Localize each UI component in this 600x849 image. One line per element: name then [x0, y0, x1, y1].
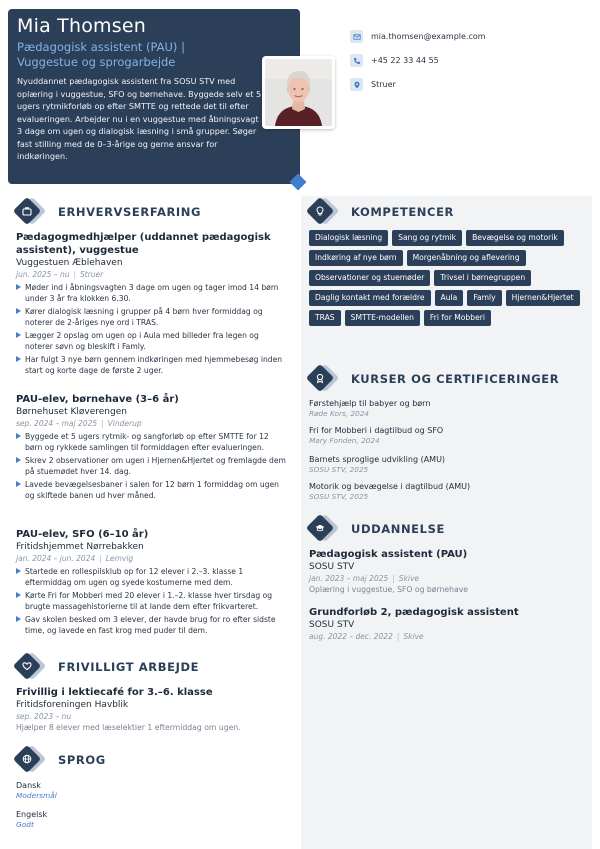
section-title-courses: KURSER OG CERTIFICERINGER	[351, 372, 560, 386]
section-heading-languages	[16, 746, 106, 774]
language-level: Modersmål	[16, 791, 57, 800]
section-title-education: UDDANNELSE	[351, 522, 445, 536]
job-place: Vinderup	[107, 419, 142, 428]
job-bullet: Skrev 2 observationer om ugen i Hjernen&Hjertet og fremlagde dem på stuemødet hver 14. dag.	[16, 455, 288, 477]
job-bullets	[16, 566, 288, 636]
course-entry	[309, 454, 579, 475]
graduation-cap-icon	[309, 515, 335, 543]
section-title-experience: ERHVERVSERFARING	[58, 205, 202, 219]
education-dates: aug. 2022 – dec. 2022	[309, 632, 393, 641]
volunteer-description: Hjælper 8 elever med læselektier 1 eftermiddag om ugen.	[16, 723, 241, 732]
education-meta: aug. 2022 – dec. 2022 | Skive	[309, 632, 424, 641]
language-name: Engelsk	[16, 810, 48, 819]
job-title: PAU-elev, børnehave (3–6 år)	[16, 394, 179, 405]
skill-chip: Daglig kontakt med forældre	[309, 290, 431, 306]
job-entry	[16, 393, 288, 503]
skill-chip: Morgenåbning og aflevering	[407, 250, 526, 266]
job-employer: Vuggestuen Æblehaven	[16, 258, 123, 268]
section-heading-education	[309, 515, 445, 543]
skill-chip: Trivsel i børnegruppen	[434, 270, 531, 286]
phone-icon	[350, 54, 363, 67]
job-bullet: Lavede bevægelsesbaner i salen for 12 børn 1 formiddag om ugen og skiftede banen ud hver måned.	[16, 479, 288, 501]
job-bullet: Møder ind i åbningsvagten 3 dage om ugen og tager imod 14 børn under 3 år fra klokken 6.30.	[16, 282, 288, 304]
job-title: PAU-elev, SFO (6–10 år)	[16, 529, 149, 540]
section-heading-skills	[309, 198, 454, 226]
skill-chip: Indkøring af nye børn	[309, 250, 403, 266]
skill-chip: Bevægelse og motorik	[466, 230, 564, 246]
job-bullet: Lægger 2 opslag om ugen op i Aula med billeder fra legen og noterer søvn og bleskift i Famly.	[16, 330, 288, 352]
education-dates: jan. 2023 – maj 2025	[309, 574, 389, 583]
job-bullet: Startede en rollespilsklub op for 12 elever i 2.–3. klasse 1 eftermiddag om ugen og syede kostumerne med dem.	[16, 566, 288, 588]
skill-chip: Observationer og stuemøder	[309, 270, 430, 286]
job-bullet: Gav skolen besked om 3 elever, der havde brug for ro efter sidste time, og lavede en fast krog med puder til dem.	[16, 614, 288, 636]
school-name: SOSU STV	[309, 562, 355, 572]
candidate-name: Mia Thomsen	[17, 15, 146, 37]
section-title-volunteer: FRIVILLIGT ARBEJDE	[58, 660, 200, 674]
job-employer: Fritidshjemmet Nørrebakken	[16, 542, 144, 552]
degree-title: Grundforløb 2, pædagogisk assistent	[309, 607, 519, 618]
volunteer-entry	[16, 686, 288, 733]
header-panel	[8, 9, 300, 184]
job-bullets	[16, 431, 288, 501]
skill-chip: Sang og rytmik	[392, 230, 462, 246]
job-entry	[16, 231, 288, 378]
skill-chip: Fri for Mobberi	[424, 310, 491, 326]
job-dates: sep. 2024 – maj 2025	[16, 419, 98, 428]
course-name: Fri for Mobberi i dagtilbud og SFO	[309, 426, 444, 435]
skill-chip: SMTTE-modellen	[345, 310, 420, 326]
briefcase-icon	[16, 198, 42, 226]
job-place: Lemvig	[105, 554, 134, 563]
course-meta: SOSU STV, 2025	[309, 492, 369, 501]
profile-summary: Nyuddannet pædagogisk assistent fra SOSU STV med oplæring i vuggestue, SFO og børnehave. Byggede selv et 5 ugers rytmikforløb op efter SMTTE og rettede det til efter evalueringen. Arbejder nu i en vuggestue med åbningsvagt 3 dage om ugen og dialogisk læsning i små grupper. Søger fast stilling med de 0–3-årige og gerne ansvar for indkøringen.	[17, 76, 262, 161]
lightbulb-icon	[309, 198, 335, 226]
job-dates: jan. 2024 – jun. 2024	[16, 554, 96, 563]
course-meta: Røde Kors, 2024	[309, 409, 369, 418]
section-title-languages: SPROG	[58, 753, 106, 767]
section-heading-courses	[309, 365, 559, 393]
job-bullets	[16, 282, 288, 376]
job-employer: Børnehuset Kløverengen	[16, 407, 127, 417]
education-entry	[309, 606, 579, 642]
job-meta: jun. 2025 – nu | Struer	[16, 270, 104, 279]
job-meta: jan. 2024 – jun. 2024 | Lemvig	[16, 554, 134, 563]
education-place: Skive	[398, 574, 420, 583]
language-entry	[16, 780, 216, 801]
email-text: mia.thomsen@example.com	[371, 32, 486, 41]
contact-phone[interactable]	[350, 54, 486, 67]
skill-chip: Aula	[435, 290, 464, 306]
award-icon	[309, 365, 335, 393]
section-title-skills: KOMPETENCER	[351, 205, 454, 219]
course-entry	[309, 481, 579, 502]
course-meta: SOSU STV, 2025	[309, 465, 369, 474]
language-level: Godt	[16, 820, 34, 829]
course-entry	[309, 425, 579, 446]
course-meta: Mary Fonden, 2024	[309, 436, 380, 445]
job-bullet: Kørte Fri for Mobberi med 20 elever i 1.–2. klasse hver tirsdag og brugte massagehistorierne til at lande dem efter frikvarteret.	[16, 590, 288, 612]
job-title: Pædagogmedhjælper (uddannet pædagogisk assistent), vuggestue	[16, 232, 271, 256]
globe-icon	[16, 746, 42, 774]
language-name: Dansk	[16, 781, 41, 790]
education-description: Oplæring i vuggestue, SFO og børnehave	[309, 585, 469, 594]
contact-block	[350, 30, 486, 102]
job-place: Struer	[80, 270, 104, 279]
school-name: SOSU STV	[309, 620, 355, 630]
section-heading-volunteer	[16, 653, 199, 681]
degree-title: Pædagogisk assistent (PAU)	[309, 549, 468, 560]
volunteer-title: Frivillig i lektiecafé for 3.–6. klasse	[16, 687, 213, 698]
language-entry	[16, 809, 216, 830]
job-bullet: Har fulgt 3 nye børn gennem indkøringen med hjemmebesøg inden start og korte dage de første 2 uger.	[16, 354, 288, 376]
course-name: Barnets sproglige udvikling (AMU)	[309, 455, 446, 464]
course-name: Motorik og bevægelse i dagtilbud (AMU)	[309, 482, 471, 491]
job-bullet: Byggede et 5 ugers rytmik- og sangforløb op efter SMTTE for 12 børn og rykkede samlingen til formiddagen efter evalueringen.	[16, 431, 288, 453]
skill-chip: Hjernen&Hjertet	[506, 290, 580, 306]
map-pin-icon	[350, 78, 363, 91]
job-meta: sep. 2024 – maj 2025 | Vinderup	[16, 419, 142, 428]
contact-email[interactable]	[350, 30, 486, 43]
course-name: Førstehjælp til babyer og børn	[309, 399, 431, 408]
heart-hand-icon	[16, 653, 42, 681]
portrait-image	[265, 59, 332, 126]
skill-chip: TRAS	[309, 310, 341, 326]
skill-chip: Famly	[467, 290, 501, 306]
envelope-icon	[350, 30, 363, 43]
skills-list	[309, 230, 584, 330]
course-entry	[309, 398, 579, 419]
job-bullet: Kører dialogisk læsning i grupper på 4 børn hver formiddag og noterer de 2-åriges nye ord i TRAS.	[16, 306, 288, 328]
job-entry	[16, 528, 288, 638]
education-place: Skive	[403, 632, 424, 641]
location-text: Struer	[371, 80, 396, 89]
skill-chip: Dialogisk læsning	[309, 230, 388, 246]
volunteer-dates: sep. 2023 – nu	[16, 712, 72, 721]
profile-photo	[262, 56, 335, 129]
contact-location	[350, 78, 486, 91]
education-entry	[309, 548, 579, 595]
job-dates: jun. 2025 – nu	[16, 270, 70, 279]
candidate-title: Pædagogisk assistent (PAU) | Vuggestue og sprogarbejde	[17, 40, 185, 69]
volunteer-org: Fritidsforeningen Havblik	[16, 700, 129, 710]
education-meta: jan. 2023 – maj 2025 | Skive	[309, 574, 420, 583]
section-heading-experience	[16, 198, 201, 226]
phone-text: +45 22 33 44 55	[371, 56, 439, 65]
